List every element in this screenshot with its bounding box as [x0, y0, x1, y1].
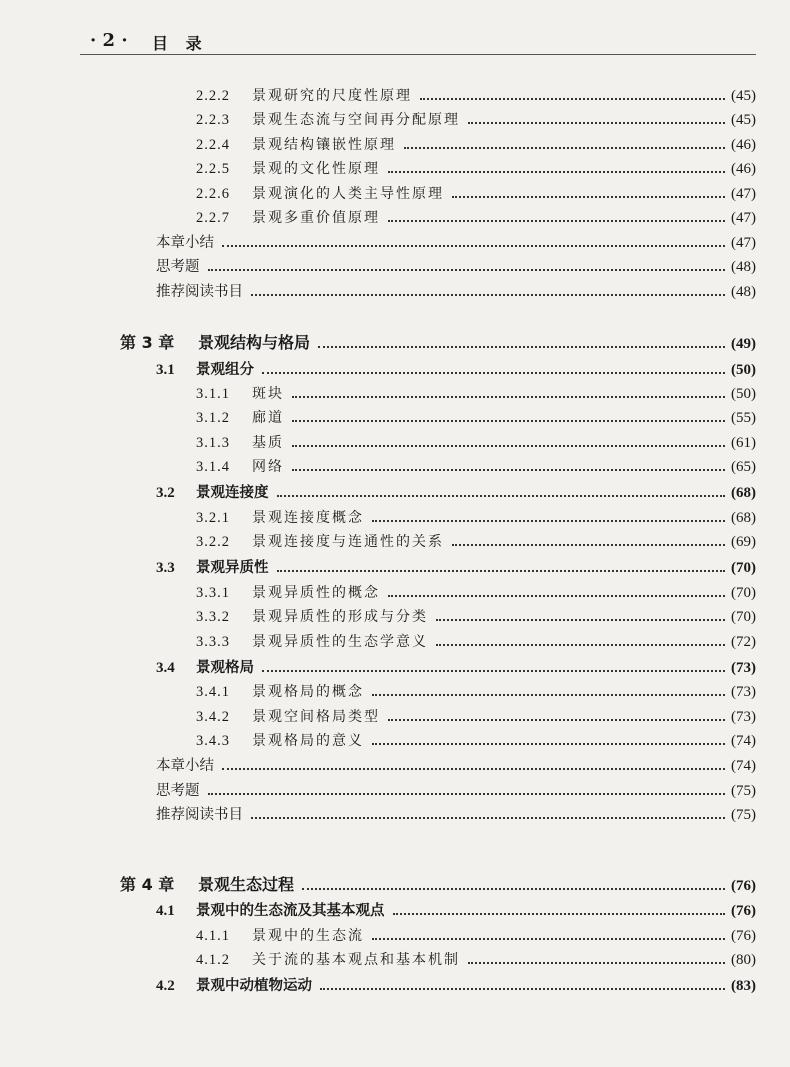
toc-entry-page: (70)	[731, 560, 756, 576]
toc-entry-page: (70)	[731, 585, 756, 601]
dot-leader	[452, 544, 725, 546]
toc-entry-title: 景观生态流与空间再分配原理	[252, 112, 460, 128]
toc-entry-number: 3.4.1	[196, 684, 230, 700]
toc-entry-page: (70)	[731, 609, 756, 625]
dot-leader	[372, 694, 725, 696]
dot-leader	[262, 670, 725, 672]
toc-entry-title: 景观组分	[196, 362, 254, 378]
toc-entry	[196, 945, 756, 969]
toc-entry	[196, 403, 756, 427]
toc-entry-title: 景观异质性的概念	[252, 585, 380, 601]
toc-entry-page: (50)	[731, 362, 756, 378]
dot-leader	[388, 595, 725, 597]
toc-entry-title: 景观结构镶嵌性原理	[252, 137, 396, 153]
dot-leader	[277, 495, 726, 497]
toc-entry	[196, 527, 756, 551]
toc-entry-page: (48)	[731, 259, 756, 275]
toc-entry	[156, 553, 756, 577]
toc-entry-title: 思考题	[156, 259, 200, 275]
toc-entry	[196, 81, 756, 105]
toc-entry-number: 4.1.1	[196, 928, 230, 944]
toc-entry	[156, 896, 756, 920]
toc-entry-number: 3.2.1	[196, 510, 230, 526]
toc-entry-page: (68)	[731, 485, 756, 501]
running-header	[80, 20, 756, 55]
toc-entry-title: 网络	[252, 459, 284, 475]
toc-entry-title: 关于流的基本观点和基本机制	[252, 952, 460, 968]
dot-leader	[372, 938, 725, 940]
toc-entry	[156, 355, 756, 379]
toc-entry-title: 本章小结	[156, 758, 214, 774]
toc-entry-number: 3.3.1	[196, 585, 230, 601]
dot-leader	[208, 793, 726, 795]
toc-entry	[196, 578, 756, 602]
toc-entry-title: 斑块	[252, 386, 284, 402]
toc-entry-title: 基质	[252, 435, 284, 451]
page-number: · 2 ·	[90, 30, 128, 51]
toc-entry-title: 推荐阅读书目	[156, 284, 243, 300]
toc-entry-title: 景观连接度与连通性的关系	[252, 534, 444, 550]
toc-entry	[120, 329, 756, 353]
toc-entry-title: 推荐阅读书目	[156, 807, 243, 823]
toc-entry	[156, 971, 756, 995]
dot-leader	[302, 888, 725, 890]
toc-entry-page: (49)	[731, 336, 756, 352]
toc-entry	[156, 478, 756, 502]
toc-entry-page: (65)	[731, 459, 756, 475]
toc-entry-number: 3.2.2	[196, 534, 230, 550]
toc-entry-title: 景观异质性	[196, 560, 269, 576]
toc-entry-page: (50)	[731, 386, 756, 402]
toc-entry	[156, 800, 756, 824]
toc-entry	[196, 602, 756, 626]
toc-entry-title: 廊道	[252, 410, 284, 426]
toc-entry-number: 3.1.3	[196, 435, 230, 451]
toc-entry-number: 第 3 章	[120, 333, 175, 352]
toc-entry	[196, 726, 756, 750]
toc-entry-page: (74)	[731, 733, 756, 749]
dot-leader	[436, 644, 725, 646]
toc-entry-page: (46)	[731, 137, 756, 153]
dot-leader	[372, 520, 725, 522]
toc-entry-page: (75)	[731, 783, 756, 799]
toc-entry-page: (69)	[731, 534, 756, 550]
toc-entry-number: 第 4 章	[120, 875, 175, 894]
toc-entry	[156, 776, 756, 800]
toc-entry	[196, 627, 756, 651]
dot-leader	[404, 147, 725, 149]
dot-leader	[251, 817, 725, 819]
toc-entry-number: 3.1.4	[196, 459, 230, 475]
toc-entry-title: 景观生态过程	[198, 875, 295, 894]
toc-entry-page: (55)	[731, 410, 756, 426]
toc-entry	[196, 105, 756, 129]
toc-entry-number: 2.2.5	[196, 161, 230, 177]
toc-entry-title: 景观中的生态流及其基本观点	[196, 903, 385, 919]
toc-entry-page: (48)	[731, 284, 756, 300]
toc-entry-title: 景观异质性的生态学意义	[252, 634, 428, 650]
dot-leader	[468, 122, 725, 124]
toc-entry	[196, 203, 756, 227]
toc-entry-number: 4.1.2	[196, 952, 230, 968]
toc-entry-page: (61)	[731, 435, 756, 451]
dot-leader	[292, 445, 725, 447]
dot-leader	[468, 962, 725, 964]
toc-entry-number: 3.3.3	[196, 634, 230, 650]
toc-entry-title: 景观连接度概念	[252, 510, 364, 526]
dot-leader	[208, 269, 726, 271]
toc-entry	[156, 277, 756, 301]
toc-entry	[120, 871, 756, 895]
header-title: 目 录	[152, 34, 208, 53]
toc-entry-page: (73)	[731, 660, 756, 676]
dot-leader	[372, 743, 725, 745]
toc-entry-page: (68)	[731, 510, 756, 526]
toc-entry-page: (45)	[731, 112, 756, 128]
toc-entry-page: (76)	[731, 903, 756, 919]
toc-entry-number: 4.1	[156, 903, 175, 919]
toc-entry-title: 景观结构与格局	[198, 333, 311, 352]
toc-entry-page: (47)	[731, 210, 756, 226]
toc-entry	[196, 179, 756, 203]
dot-leader	[222, 768, 725, 770]
toc-entry-number: 3.4	[156, 660, 175, 676]
toc-entry	[196, 921, 756, 945]
dot-leader	[292, 469, 725, 471]
dot-leader	[388, 171, 725, 173]
dot-leader	[292, 396, 725, 398]
toc-entry-title: 本章小结	[156, 235, 214, 251]
toc-entry-number: 2.2.4	[196, 137, 230, 153]
toc-entry-number: 3.2	[156, 485, 175, 501]
toc-entry	[196, 379, 756, 403]
toc-entry-number: 3.1.2	[196, 410, 230, 426]
toc-entry-page: (76)	[731, 878, 756, 894]
toc-entry-page: (73)	[731, 684, 756, 700]
toc-entry	[196, 130, 756, 154]
toc-entry-title: 景观中动植物运动	[196, 978, 312, 994]
toc-entry-title: 景观格局	[196, 660, 254, 676]
dot-leader	[452, 196, 725, 198]
toc-entry-title: 景观异质性的形成与分类	[252, 609, 428, 625]
toc-entry	[196, 428, 756, 452]
toc-entry-page: (80)	[731, 952, 756, 968]
toc-entry-number: 2.2.7	[196, 210, 230, 226]
toc-entry-page: (45)	[731, 88, 756, 104]
toc-entry-number: 2.2.3	[196, 112, 230, 128]
dot-leader	[318, 346, 725, 348]
toc-entry-page: (46)	[731, 161, 756, 177]
dot-leader	[420, 98, 725, 100]
toc-entry	[156, 751, 756, 775]
toc-entry-page: (74)	[731, 758, 756, 774]
toc-entry-number: 3.1.1	[196, 386, 230, 402]
toc-entry	[196, 702, 756, 726]
toc-entry-page: (47)	[731, 235, 756, 251]
toc-entry-title: 景观多重价值原理	[252, 210, 380, 226]
toc-entry-title: 思考题	[156, 783, 200, 799]
dot-leader	[388, 719, 725, 721]
toc-entry-number: 2.2.2	[196, 88, 230, 104]
dot-leader	[388, 220, 725, 222]
toc-entry-number: 3.3	[156, 560, 175, 576]
dot-leader	[320, 988, 725, 990]
toc-entry	[156, 653, 756, 677]
toc-entry	[196, 677, 756, 701]
toc-entry-page: (76)	[731, 928, 756, 944]
toc-entry-page: (75)	[731, 807, 756, 823]
toc-entry-title: 景观演化的人类主导性原理	[252, 186, 444, 202]
dot-leader	[277, 570, 726, 572]
toc-entry	[196, 154, 756, 178]
toc-entry-title: 景观连接度	[196, 485, 269, 501]
toc-entry	[196, 503, 756, 527]
toc-entry	[196, 452, 756, 476]
dot-leader	[393, 913, 726, 915]
toc-entry-number: 2.2.6	[196, 186, 230, 202]
dot-leader	[251, 294, 725, 296]
dot-leader	[436, 619, 725, 621]
toc-entry-page: (83)	[731, 978, 756, 994]
toc-entry-title: 景观格局的意义	[252, 733, 364, 749]
toc-entry	[156, 228, 756, 252]
toc-entry-number: 3.4.3	[196, 733, 230, 749]
toc-entry-number: 3.4.2	[196, 709, 230, 725]
toc-entry-title: 景观中的生态流	[252, 928, 364, 944]
dot-leader	[222, 245, 725, 247]
toc-entry-title: 景观研究的尺度性原理	[252, 88, 412, 104]
toc-entry	[156, 252, 756, 276]
dot-leader	[262, 372, 725, 374]
toc-entry-page: (72)	[731, 634, 756, 650]
toc-entry-number: 3.3.2	[196, 609, 230, 625]
toc-entry-title: 景观空间格局类型	[252, 709, 380, 725]
toc-entry-number: 3.1	[156, 362, 175, 378]
toc-entry-page: (73)	[731, 709, 756, 725]
toc-entry-title: 景观格局的概念	[252, 684, 364, 700]
toc-entry-title: 景观的文化性原理	[252, 161, 380, 177]
toc-entry-number: 4.2	[156, 978, 175, 994]
dot-leader	[292, 420, 725, 422]
toc-entry-page: (47)	[731, 186, 756, 202]
